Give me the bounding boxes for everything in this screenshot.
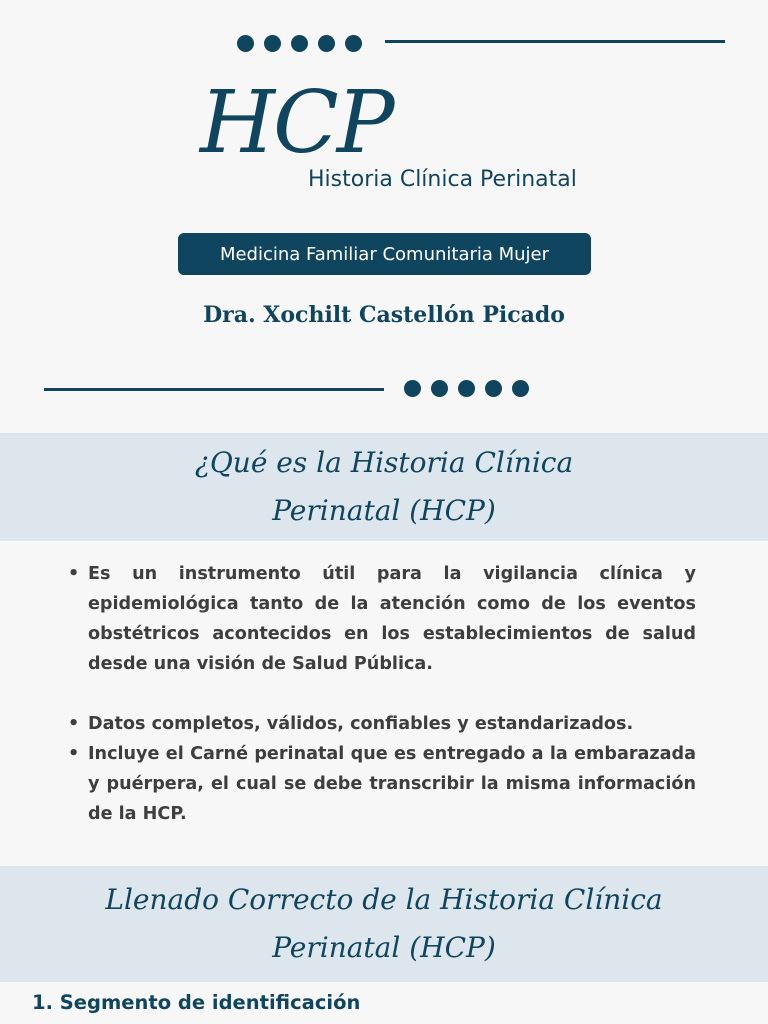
dot — [458, 380, 475, 397]
top-rule — [385, 40, 725, 43]
dot — [237, 35, 254, 52]
dot — [318, 35, 335, 52]
bottom-rule — [44, 388, 384, 391]
dot — [512, 380, 529, 397]
top-dots — [237, 35, 362, 52]
section-heading-correct-filling — [0, 866, 768, 982]
dot — [345, 35, 362, 52]
bottom-dots — [404, 380, 529, 397]
list-item: • Incluye el Carné perinatal que es entregado a la embarazada y puérpera, el cual se debe transcribir la misma información de la HCP. — [66, 739, 696, 829]
segment-heading: 1. Segmento de identificación — [32, 991, 361, 1014]
specialty-badge — [178, 233, 591, 275]
dot — [404, 380, 421, 397]
author-name: Dra. Xochilt Castellón Picado — [203, 302, 565, 328]
dot — [431, 380, 448, 397]
dot — [485, 380, 502, 397]
specialty-badge-label: Medicina Familiar Comunitaria Mujer — [219, 243, 550, 265]
section-heading-line: ¿Qué es la Historia Clínica — [194, 446, 574, 479]
page-subtitle: Historia Clínica Perinatal — [308, 167, 577, 192]
list-item: • Es un instrumento útil para la vigilancia clínica y epidemiológica tanto de la atención como de los eventos obstétricos acontecidos en los establecimientos de salud desde una visión de Salud Pública. — [66, 559, 696, 679]
page-title: HCP — [200, 73, 393, 173]
section-heading-line: Llenado Correcto de la Historia Clínica — [105, 883, 663, 916]
dot — [291, 35, 308, 52]
definition-list — [66, 559, 696, 829]
list-item: • Datos completos, válidos, confiables y estandarizados. — [66, 709, 696, 739]
section-heading-line: Perinatal (HCP) — [272, 494, 496, 527]
dot — [264, 35, 281, 52]
section-heading-what-is — [0, 433, 768, 541]
section-heading-line: Perinatal (HCP) — [272, 931, 496, 964]
